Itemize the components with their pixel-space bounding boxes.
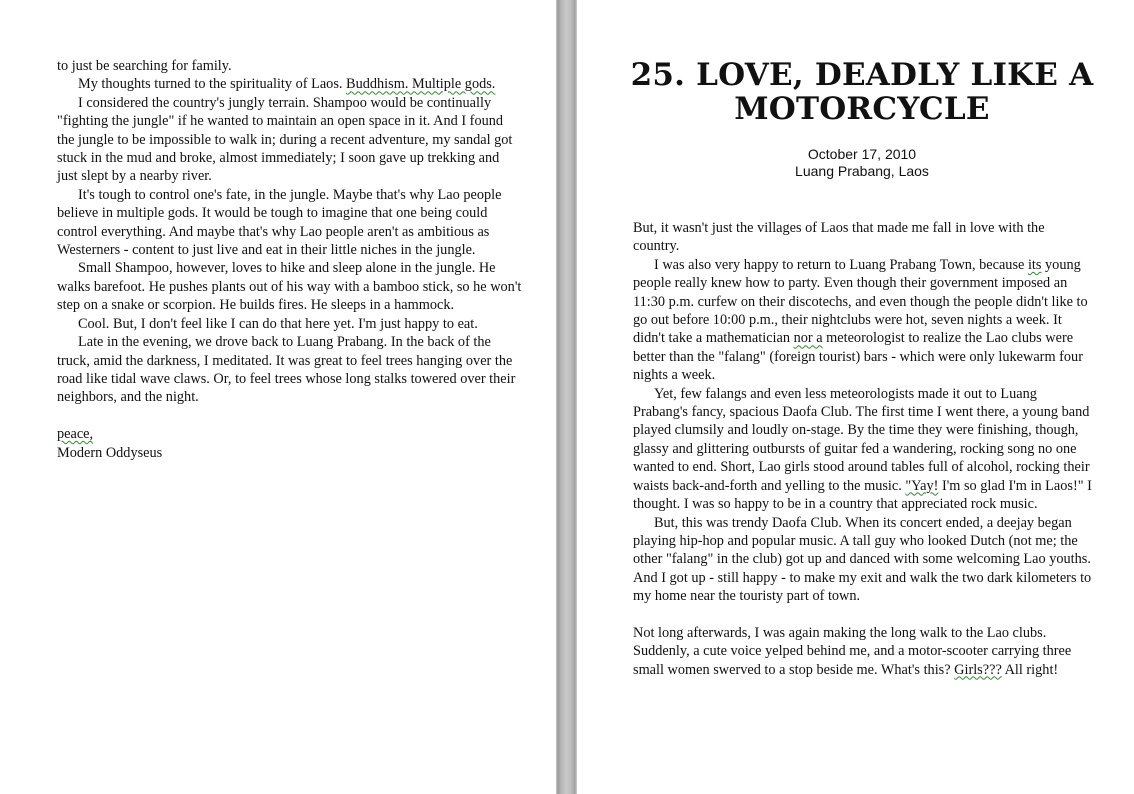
chapter-title: 25. LOVE, DEADLY LIKE A MOTORCYCLE: [630, 57, 1094, 127]
spellcheck-flag: Buddhism. Multiple gods.: [346, 76, 496, 93]
paragraph: Cool. But, I don't feel like I can do that here yet. I'm just happy to eat.: [78, 315, 478, 332]
paragraph: I was also very happy to return to Luang Prabang Town, because its young people really knew how to party. Even though their government imposed an 11:30 p.m. curfew on their discotechs, and even though the people didn't like to go out before 10:00 p.m., their nightclubs were hot, seven nights a week. It didn't take a mathematician nor a meteorologist to realize the Lao clubs were better than the "falang" (foreign tourist) bars - which were only lukewarm four nights a week.: [633, 256, 1088, 384]
left-page-body-text: [57, 57, 522, 462]
spellcheck-flag: "Yay!: [905, 477, 939, 494]
paragraph: to just be searching for family.: [57, 58, 232, 74]
paragraph: I considered the country's jungly terrain. Shampoo would be continually "fighting the jungle" if he wanted to maintain an open space in it. And I found the jungle to be impossible to walk in; during a recent adventure, my sandal got stuck in the mud and broke, almost immediately; I soon gave up trekking and just slept by a nearby river.: [57, 94, 513, 185]
spellcheck-flag: nor a: [793, 330, 823, 347]
blank-line: [633, 606, 1093, 624]
paragraph: It's tough to control one's fate, in the jungle. Maybe that's why Lao people believe in multiple gods. It would be tough to imagine that one being could control everything. And maybe that's why Lao people aren't as ambitious as Westerners - content to just live and eat in their little niches in the jungle.: [57, 186, 502, 259]
spellcheck-flag: peace,: [57, 426, 94, 443]
right-page-body-text: [633, 219, 1093, 679]
blank-line: [57, 407, 522, 425]
document-page-left: [0, 0, 556, 794]
paragraph: Not long afterwards, I was again making the long walk to the Lao clubs. Suddenly, a cute voice yelped behind me, and a motor-scooter carrying three small women swerved to a stop beside me. What's this? Girls??? All right!: [633, 624, 1072, 678]
chapter-date: October 17, 2010: [807, 146, 917, 162]
paragraph: [57, 425, 522, 443]
paragraph: Late in the evening, we drove back to Luang Prabang. In the back of the truck, amid the darkness, I meditated. It was great to feel trees hanging over the road like tidal wave claws. Or, to feel trees whose long stalks towered over their neighbors, and the night.: [57, 334, 516, 406]
spellcheck-flag: its: [1027, 256, 1042, 273]
paragraph: Modern Oddyseus: [57, 444, 163, 461]
spellcheck-flag: Girls???: [954, 661, 1002, 678]
chapter-location: Luang Prabang, Laos: [795, 163, 929, 179]
paragraph: Yet, few falangs and even less meteorologists made it out to Luang Prabang's fancy, spacious Daofa Club. The first time I went there, a young band played clumsily and loudly on-stage. By the time they were finishing, though, glassy and glittering outbursts of guitar fed a wandering, rocking song no one wanted to end. Short, Lao girls stood around tables full of alcohol, rocking their waists back-and-forth and yelling to the music. "Yay! I'm so glad I'm in Laos!" I thought. I was so happy to be in a country that appreciated rock music.: [633, 385, 1092, 513]
paragraph: But, this was trendy Daofa Club. When its concert ended, a deejay began playing hip-hop and popular music. A tall guy who looked Dutch (not me; the other "falang" in the club) got up and danced with some welcoming Lao youths. And I got up - still happy - to make my exit and walk the two dark kilometers to my home near the touristy part of town.: [633, 514, 1092, 605]
paragraph: Small Shampoo, however, loves to hike and sleep alone in the jungle. He walks barefoot. He pushes plants out of his way with a bamboo stick, so he won't step on a snake or scorpion. He builds fires. He sleeps in a hammock.: [57, 260, 522, 314]
dateline: [617, 146, 1107, 180]
paragraph: My thoughts turned to the spirituality of Laos. Buddhism. Multiple gods.: [78, 76, 496, 93]
document-page-right: [577, 0, 1134, 794]
page-gutter: [556, 0, 577, 794]
paragraph: But, it wasn't just the villages of Laos that made me fall in love with the country.: [633, 220, 1045, 255]
